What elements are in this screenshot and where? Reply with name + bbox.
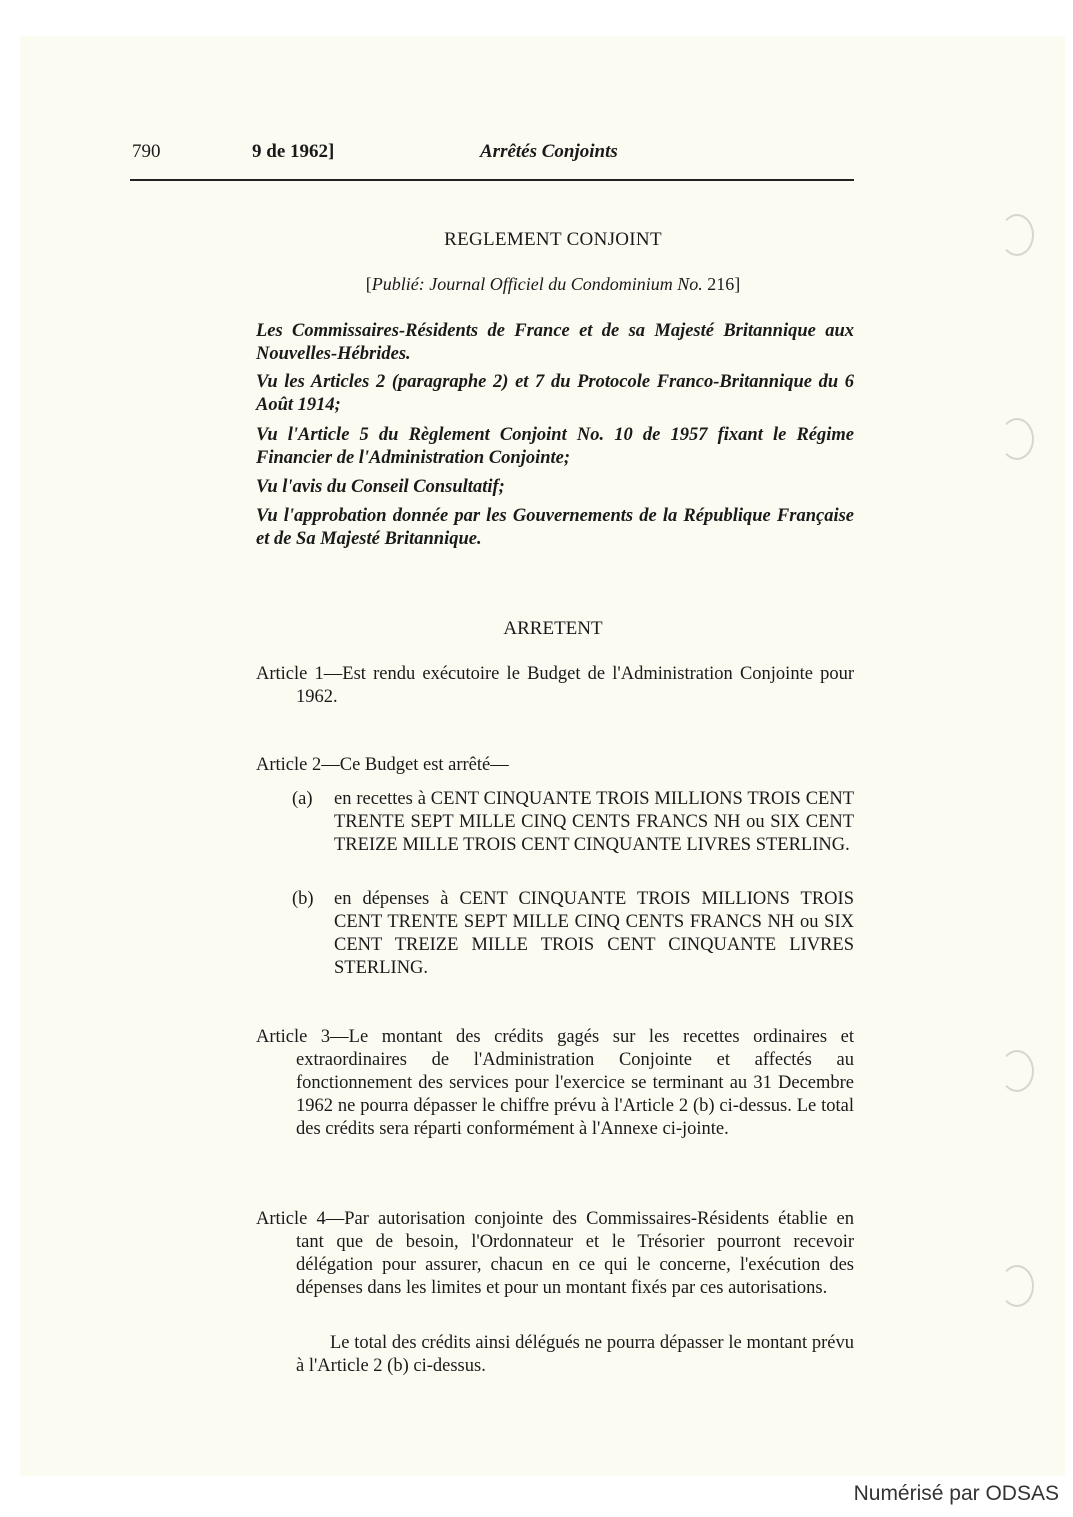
item-label: (a) <box>292 789 313 809</box>
article-4: Article 4—Par autorisation conjointe des Commissaires-Résidents établie en tant que de besoin, l'Ordonnateur et le Trésorier pourront recevoir délégation pour assurer, chacun en ce qui le concerne, l'exécution des dépenses dans les limites et pour un montant fixés par ces autorisations. <box>256 1209 854 1298</box>
preamble-2: Vu les Articles 2 (paragraphe 2) et 7 du Protocole Franco-Britannique du 6 Août 1914; <box>256 372 854 415</box>
arretent-heading: ARRETENT <box>503 618 603 639</box>
article-4-paragraph-2: Le total des crédits ainsi délégués ne pourra dépasser le montant prévu à l'Article 2 (b) ci-dessus. <box>296 1333 854 1376</box>
punch-hole <box>1000 418 1034 460</box>
article-1: Article 1—Est rendu exécutoire le Budget de l'Administration Conjointe pour 1962. <box>256 664 854 707</box>
preamble-3: Vu l'Article 5 du Règlement Conjoint No. 10 de 1957 fixant le Régime Financier de l'Administration Conjointe; <box>256 425 854 468</box>
punch-hole <box>1000 214 1034 256</box>
digitization-credit: Numérisé par ODSAS <box>853 1482 1059 1505</box>
preamble-4: Vu l'avis du Conseil Consultatif; <box>256 477 505 497</box>
item-label: (b) <box>292 889 314 909</box>
publication-number: 216] <box>707 274 741 294</box>
publication-note <box>252 274 854 295</box>
publication-label: Publié: Journal Officiel du Condominium No. <box>371 274 703 294</box>
header-rule <box>130 179 854 181</box>
item-text: en dépenses à CENT CINQUANTE TROIS MILLIONS TROIS CENT TRENTE SEPT MILLE CINQ CENTS FRANCS NH ou SIX CENT TREIZE MILLE TROIS CENT CINQUANTE LIVRES STERLING. <box>334 889 854 978</box>
publication-open: [ <box>365 274 372 294</box>
preamble-5: Vu l'approbation donnée par les Gouvernements de la République Française et de Sa Majesté Britannique. <box>256 506 854 549</box>
page-number: 790 <box>132 141 161 162</box>
article-3: Article 3—Le montant des crédits gagés sur les recettes ordinaires et extraordinaires de l'Administration Conjointe et affectés au fonctionnement des services pour l'exercice se terminant au 31 Decembre 1962 ne pourra dépasser le chiffre prévu à l'Article 2 (b) ci-dessus. Le total des crédits sera réparti conformément à l'Annexe ci-jointe. <box>256 1027 854 1139</box>
section-title: Arrêtés Conjoints <box>480 141 618 162</box>
document-title: REGLEMENT CONJOINT <box>444 229 662 250</box>
article-2-item-a <box>292 788 854 857</box>
punch-hole <box>1000 1265 1034 1307</box>
punch-hole <box>1000 1050 1034 1092</box>
article-2-item-b <box>292 888 854 980</box>
article-2-intro: Article 2—Ce Budget est arrêté— <box>256 755 509 775</box>
preamble-1: Les Commissaires-Résidents de France et de sa Majesté Britannique aux Nouvelles-Hébrides. <box>256 321 854 364</box>
year-reference: 9 de 1962] <box>252 141 335 162</box>
item-text: en recettes à CENT CINQUANTE TROIS MILLIONS TROIS CENT TRENTE SEPT MILLE CINQ CENTS FRANCS NH ou SIX CENT TREIZE MILLE TROIS CENT CINQUANTE LIVRES STERLING. <box>334 789 854 855</box>
